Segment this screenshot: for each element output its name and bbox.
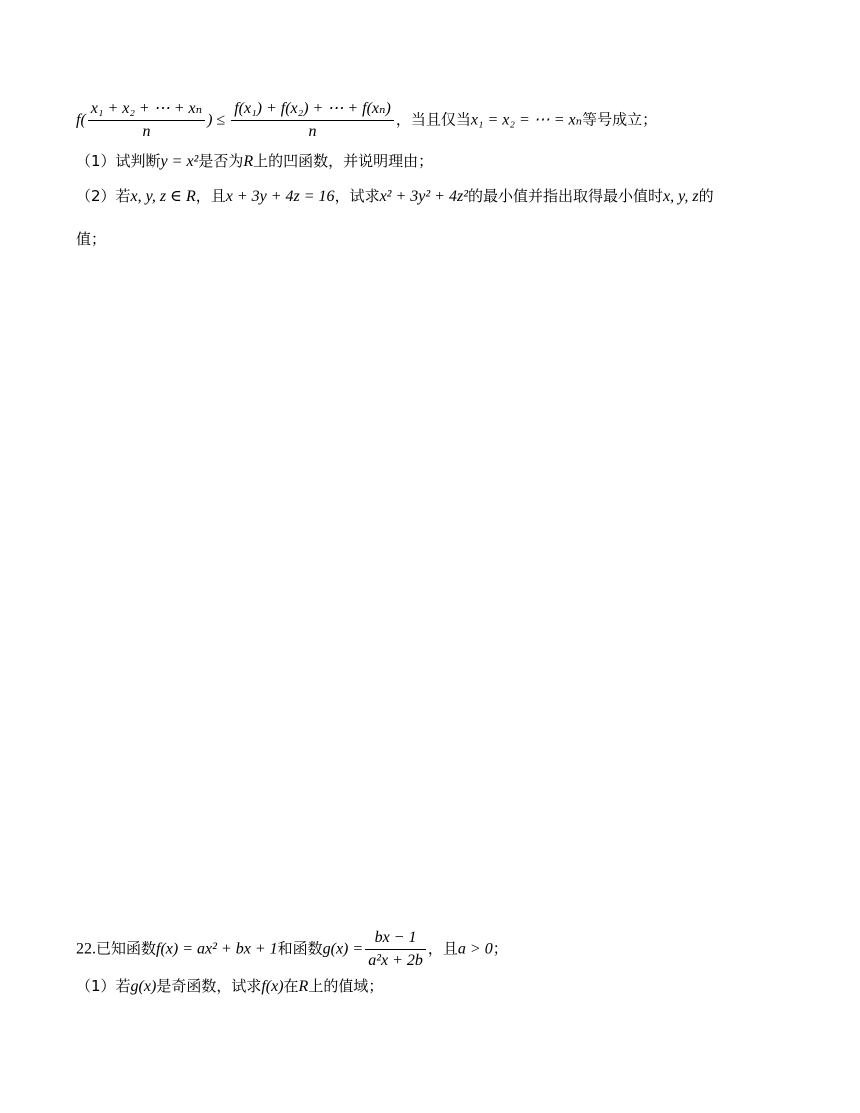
inequality-line: [76, 100, 657, 141]
q21-part2: [76, 186, 714, 207]
q22-part1-f: f(x): [261, 978, 284, 995]
q21-part2-tail: 的最小值并指出取得最小值时: [468, 187, 664, 205]
q21-part2-expr: x² + 3y² + 4z²: [379, 188, 468, 205]
q22-part1: [76, 976, 383, 997]
le-symbol: ) ≤: [207, 111, 230, 129]
q22-and: ，且: [427, 939, 458, 958]
q22-stem: [76, 929, 508, 970]
q21-part1: [76, 151, 433, 172]
q21-part1-func: y = x²: [160, 153, 199, 170]
equality-condition: x₁ = x₂ = ⋯ = xₙ: [470, 111, 583, 129]
q21-part2-end: 的: [698, 187, 714, 205]
q22-f-def: f(x) = ax² + bx + 1: [156, 940, 278, 958]
q22-g-denominator: a²x + 2b: [368, 952, 423, 969]
lhs-fraction: [88, 100, 205, 141]
q21-part2-label: （2）若: [76, 187, 131, 205]
q22-intro: 已知函数: [96, 939, 157, 958]
q21-part1-tail: 上的凹函数，并说明理由；: [253, 152, 434, 170]
q21-part2-cont: [76, 229, 106, 249]
f-symbol: f(: [76, 111, 86, 129]
q22-part1-R: R: [298, 978, 309, 995]
q22-part1-mid: 是奇函数，试求: [156, 977, 262, 995]
q22-part1-tail: 上的值域；: [308, 977, 384, 995]
equality-tail: 等号成立；: [582, 110, 658, 129]
q21-part2-vars2: x, y, z: [663, 188, 699, 205]
q22-g-fraction: [365, 929, 426, 970]
q21-part2-and: ，且: [195, 187, 226, 205]
q21-part2-try: ，试求: [334, 187, 380, 205]
rhs-numerator: f(x₁) + f(x₂) + ⋯ + f(xₙ): [231, 100, 394, 121]
q22-part1-g: g(x): [130, 978, 157, 995]
q22-cond: a > 0: [457, 940, 493, 958]
q21-part2-vars: x, y, z ∈ R: [130, 188, 196, 205]
q22-g-numerator: bx − 1: [365, 929, 426, 950]
q21-part1-mid: 是否为: [198, 152, 244, 170]
rhs-fraction: [231, 100, 394, 141]
q22-part1-in: 在: [283, 977, 299, 995]
rhs-denominator: n: [308, 123, 317, 140]
q22-and-func: 和函数: [277, 939, 323, 958]
q22-g-name: g(x) =: [322, 940, 364, 958]
q22-end: ；: [492, 939, 508, 958]
q21-part2-line2: 值；: [76, 230, 107, 248]
q21-part1-label: （1）试判断: [76, 152, 161, 170]
lhs-numerator: x₁ + x₂ + ⋯ + xₙ: [88, 100, 205, 121]
q22-part1-label: （1）若: [76, 977, 131, 995]
lhs-denominator: n: [142, 123, 151, 140]
q22-number: 22.: [76, 940, 96, 958]
q21-part1-R: R: [243, 153, 254, 170]
equality-text: ，当且仅当: [395, 110, 471, 129]
q21-part2-constraint: x + 3y + 4z = 16: [225, 188, 335, 205]
